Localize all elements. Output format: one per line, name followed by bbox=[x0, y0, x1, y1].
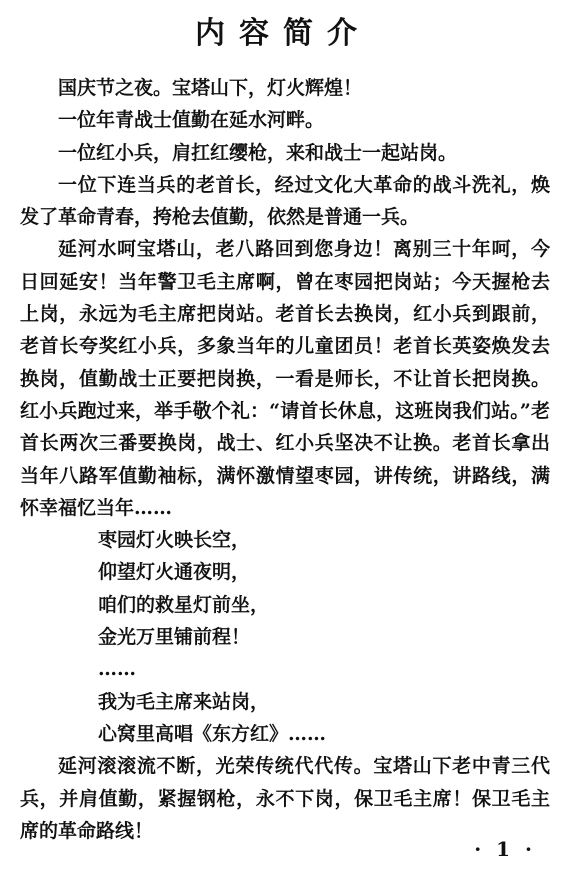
paragraph: 延河滚滚流不断，光荣传统代代传。宝塔山下老中青三代兵，并肩值勤，紧握钢枪，永不下岗，保卫毛主席！保卫毛主席的革命路线！ bbox=[20, 755, 550, 842]
paragraph: 一位下连当兵的老首长，经过文化大革命的战斗洗礼，焕发了革命青春，挎枪去值勤，依然是普通一兵。 bbox=[20, 173, 550, 229]
paragraph: 一位红小兵，肩扛红缨枪，来和战士一起站岗。 bbox=[58, 141, 458, 164]
paragraph: 国庆节之夜。宝塔山下，灯火辉煌！ bbox=[58, 77, 363, 99]
synopsis-body bbox=[20, 72, 550, 847]
poem-ellipsis: …… bbox=[98, 658, 136, 681]
poem-line: 心窝里高唱《东方红》…… bbox=[98, 722, 327, 745]
poem-block bbox=[20, 524, 550, 750]
poem-line: 枣园灯火映长空， bbox=[98, 529, 251, 552]
page-number: · 1 · bbox=[474, 837, 536, 861]
poem-line: 我为毛主席来站岗， bbox=[98, 690, 270, 713]
paragraph: 延河水呵宝塔山，老八路回到您身边！离别三十年呵，今日回延安！当年警卫毛主席啊，曾在枣园把岗站；今天握枪去上岗，永远为毛主席把岗站。老首长去换岗，红小兵到跟前，老首长夸奖红小兵，多象当年的儿童团员！老首长英姿焕发去换岗，值勤战士正要把岗换，一看是师长，不让首长把岗换。红小兵跑过来，举手敬个礼：“请首长休息，这班岗我们站。”老首长两次三番要换岗，战士、红小兵坚决不让换。老首长拿出当年八路军值勤袖标，满怀激情望枣园，讲传统，讲路线，满怀幸福忆当年…… bbox=[20, 238, 550, 519]
page-title: 内容简介 bbox=[195, 16, 371, 51]
poem-line: 仰望灯火通夜明， bbox=[98, 561, 251, 584]
poem-line: 咱们的救星灯前坐， bbox=[98, 593, 270, 616]
paragraph: 一位年青战士值勤在延水河畔。 bbox=[58, 109, 325, 132]
poem-line: 金光万里铺前程！ bbox=[98, 626, 251, 649]
